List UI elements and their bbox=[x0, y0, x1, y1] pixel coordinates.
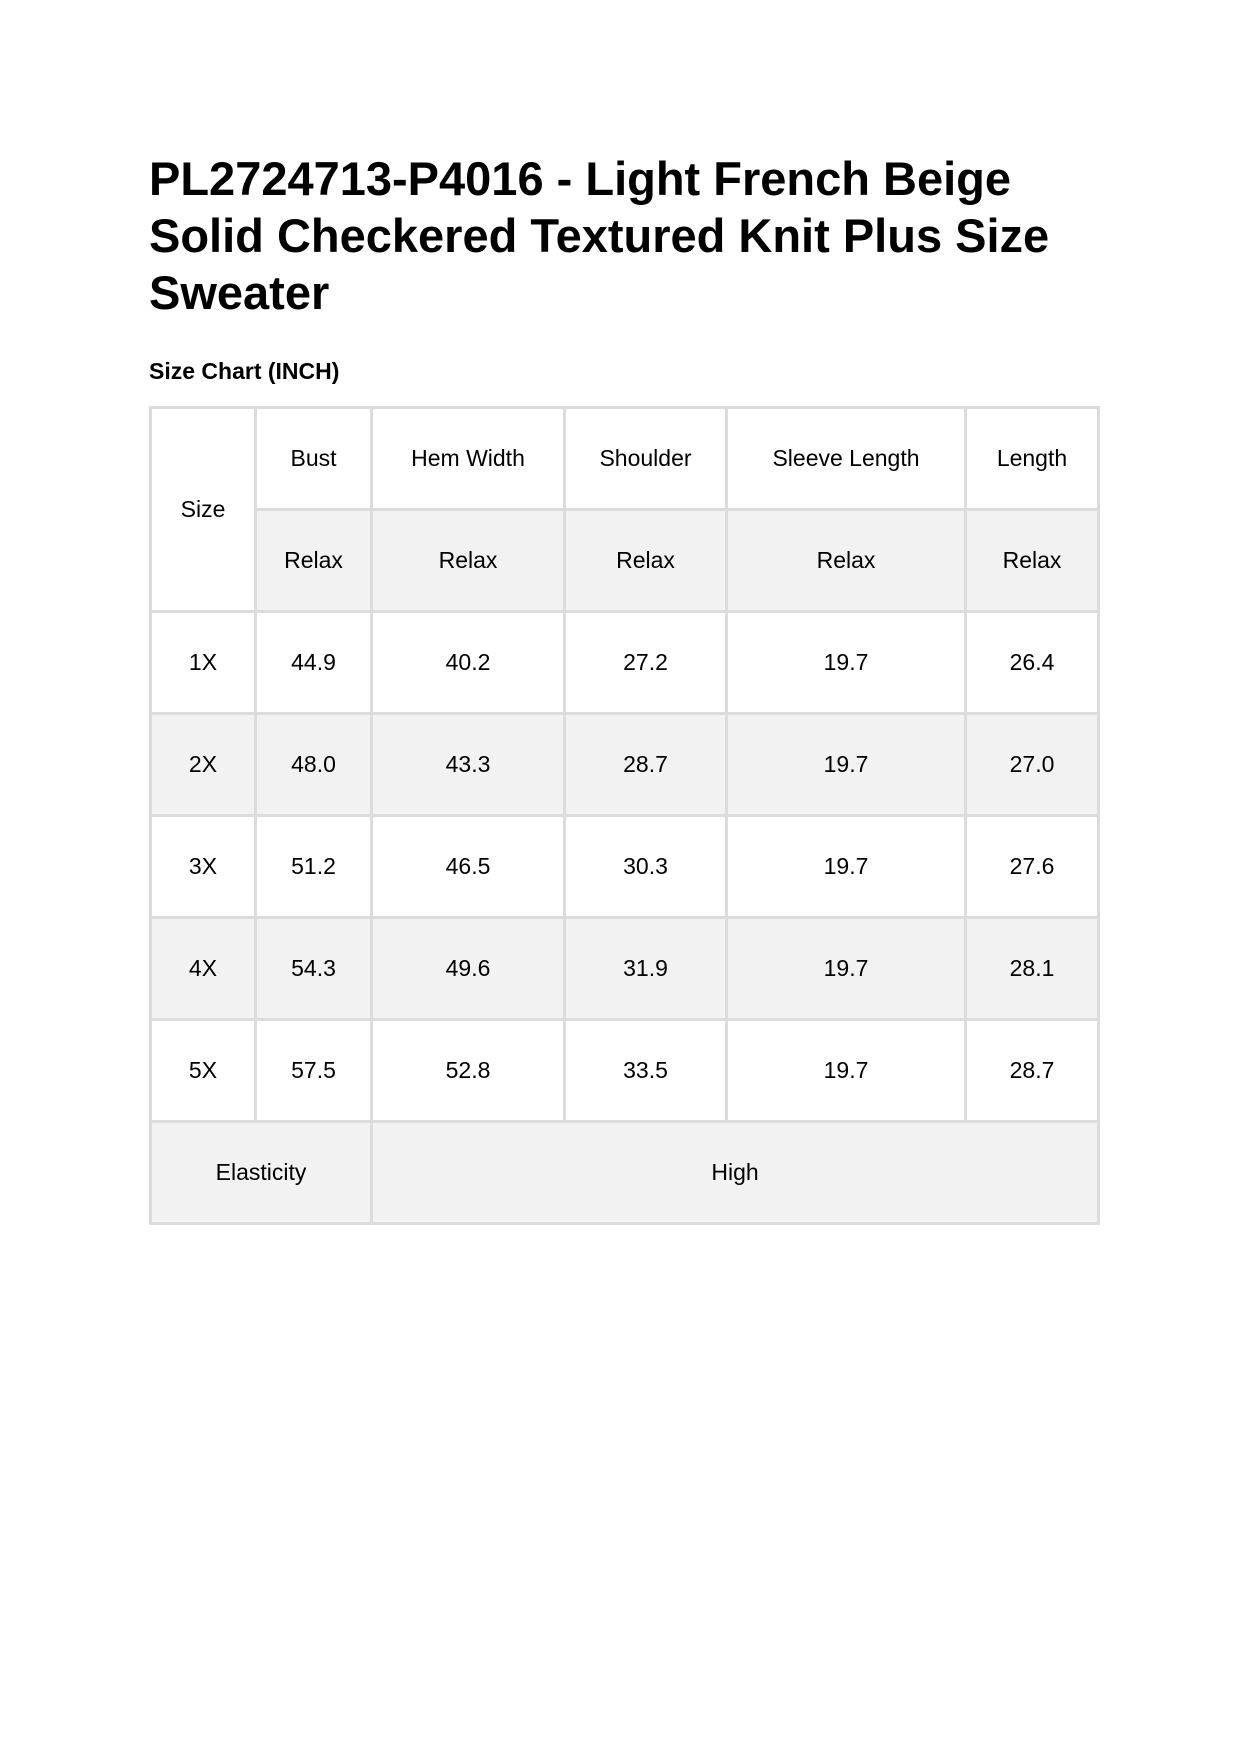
hem-width-cell: 46.5 bbox=[372, 816, 565, 918]
length-cell: 28.7 bbox=[966, 1020, 1099, 1122]
sleeve-length-cell: 19.7 bbox=[727, 1020, 966, 1122]
shoulder-cell: 33.5 bbox=[565, 1020, 727, 1122]
length-cell: 26.4 bbox=[966, 612, 1099, 714]
hem-width-cell: 43.3 bbox=[372, 714, 565, 816]
shoulder-cell: 30.3 bbox=[565, 816, 727, 918]
document-page bbox=[149, 150, 1099, 385]
size-chart-table bbox=[149, 406, 1100, 1225]
elasticity-value: High bbox=[372, 1122, 1099, 1224]
shoulder-cell: 28.7 bbox=[565, 714, 727, 816]
hem-width-cell: 49.6 bbox=[372, 918, 565, 1020]
table-row bbox=[151, 816, 1099, 918]
sleeve-length-cell: 19.7 bbox=[727, 714, 966, 816]
table-row bbox=[151, 612, 1099, 714]
fit-row bbox=[151, 510, 1099, 612]
size-header-cell: Size bbox=[151, 408, 256, 612]
size-cell: 5X bbox=[151, 1020, 256, 1122]
shoulder-cell: 27.2 bbox=[565, 612, 727, 714]
bust-cell: 48.0 bbox=[256, 714, 372, 816]
column-header-length: Length bbox=[966, 408, 1099, 510]
bust-cell: 54.3 bbox=[256, 918, 372, 1020]
page-title: PL2724713-P4016 - Light French Beige Solid Checkered Textured Knit Plus Size Sweater bbox=[149, 152, 1050, 319]
shoulder-cell: 31.9 bbox=[565, 918, 727, 1020]
bust-cell: 51.2 bbox=[256, 816, 372, 918]
fit-cell-sleeve-length: Relax bbox=[727, 510, 966, 612]
column-header-hem-width: Hem Width bbox=[372, 408, 565, 510]
column-header-bust: Bust bbox=[256, 408, 372, 510]
table-row bbox=[151, 1020, 1099, 1122]
fit-cell-hem-width: Relax bbox=[372, 510, 565, 612]
size-cell: 1X bbox=[151, 612, 256, 714]
size-cell: 2X bbox=[151, 714, 256, 816]
hem-width-cell: 40.2 bbox=[372, 612, 565, 714]
column-header-shoulder: Shoulder bbox=[565, 408, 727, 510]
table-row bbox=[151, 918, 1099, 1020]
size-cell: 3X bbox=[151, 816, 256, 918]
sleeve-length-cell: 19.7 bbox=[727, 612, 966, 714]
fit-cell-shoulder: Relax bbox=[565, 510, 727, 612]
header-row bbox=[151, 408, 1099, 510]
hem-width-cell: 52.8 bbox=[372, 1020, 565, 1122]
sleeve-length-cell: 19.7 bbox=[727, 816, 966, 918]
length-cell: 27.0 bbox=[966, 714, 1099, 816]
fit-cell-length: Relax bbox=[966, 510, 1099, 612]
elasticity-row bbox=[151, 1122, 1099, 1224]
size-chart-subtitle: Size Chart (INCH) bbox=[149, 358, 340, 384]
elasticity-label: Elasticity bbox=[151, 1122, 372, 1224]
length-cell: 28.1 bbox=[966, 918, 1099, 1020]
bust-cell: 57.5 bbox=[256, 1020, 372, 1122]
bust-cell: 44.9 bbox=[256, 612, 372, 714]
column-header-sleeve-length: Sleeve Length bbox=[727, 408, 966, 510]
size-cell: 4X bbox=[151, 918, 256, 1020]
length-cell: 27.6 bbox=[966, 816, 1099, 918]
table-row bbox=[151, 714, 1099, 816]
fit-cell-bust: Relax bbox=[256, 510, 372, 612]
sleeve-length-cell: 19.7 bbox=[727, 918, 966, 1020]
